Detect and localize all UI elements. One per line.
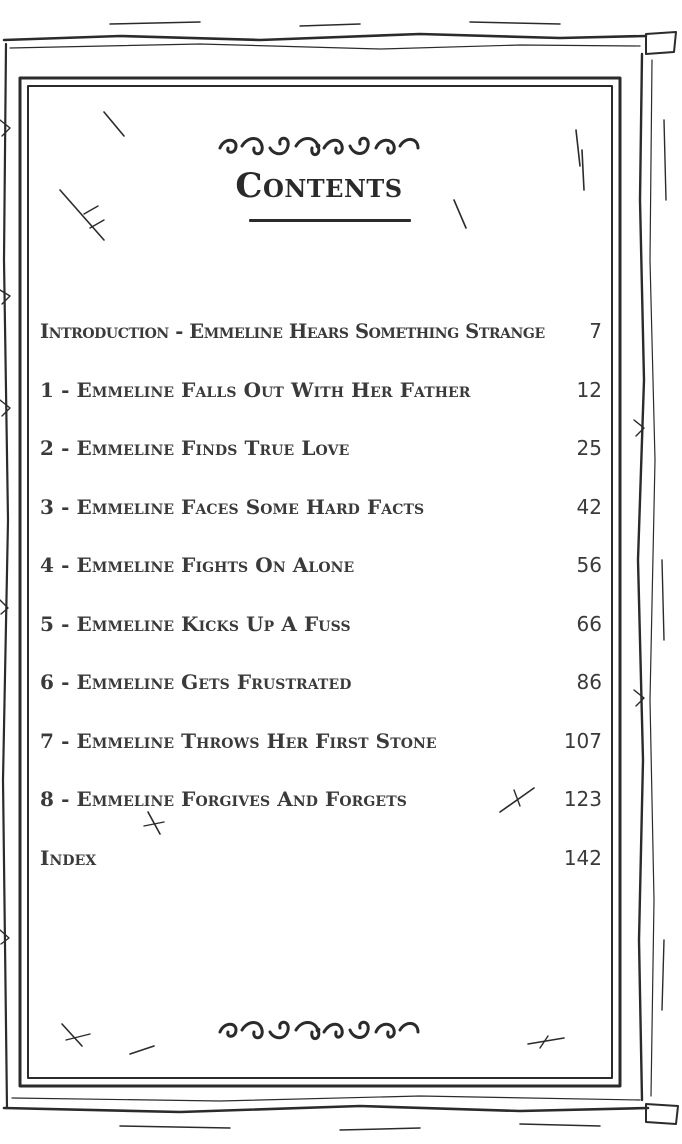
toc-entry-chapter-7[interactable] — [28, 712, 610, 771]
toc-entry-index[interactable] — [28, 829, 610, 888]
toc-entry-page: 25 — [576, 436, 602, 461]
toc-entry-chapter-2[interactable] — [28, 419, 610, 478]
toc-entry-chapter-5[interactable] — [28, 595, 610, 654]
toc-entry-page: 86 — [576, 670, 602, 695]
table-of-contents — [28, 302, 610, 887]
scroll-flourish-icon — [214, 1016, 424, 1046]
toc-entry-page: 56 — [576, 553, 602, 578]
contents-page — [28, 86, 610, 1076]
toc-entry-page: 142 — [563, 845, 602, 870]
toc-entry-page: 66 — [576, 611, 602, 636]
toc-entry-title: 4 - Emmeline Fights On Alone — [40, 553, 355, 578]
toc-entry-page: 123 — [563, 787, 602, 812]
bottom-ornament — [28, 1016, 610, 1050]
toc-entry-title: 5 - Emmeline Kicks Up A Fuss — [40, 611, 351, 636]
toc-entry-page: 107 — [563, 728, 602, 753]
scroll-flourish-icon — [214, 132, 424, 162]
toc-entry-chapter-6[interactable] — [28, 653, 610, 712]
toc-entry-page: 12 — [576, 377, 602, 402]
toc-entry-title: 6 - Emmeline Gets Frustrated — [40, 670, 352, 695]
top-ornament — [28, 132, 610, 166]
toc-entry-title: Index — [40, 845, 97, 870]
toc-entry-title: 2 - Emmeline Finds True Love — [40, 436, 350, 461]
toc-entry-title: 8 - Emmeline Forgives And Forgets — [40, 787, 407, 812]
toc-entry-chapter-4[interactable] — [28, 536, 610, 595]
toc-entry-chapter-8[interactable] — [28, 770, 610, 829]
toc-entry-title: 3 - Emmeline Faces Some Hard Facts — [40, 494, 425, 519]
toc-entry-chapter-1[interactable] — [28, 361, 610, 420]
toc-entry-chapter-3[interactable] — [28, 478, 610, 537]
toc-entry-page: 7 — [589, 319, 602, 344]
toc-entry-title: Introduction - Emmeline Hears Something Strange — [40, 319, 545, 343]
toc-entry-title: 7 - Emmeline Throws Her First Stone — [40, 728, 437, 753]
toc-entry-page: 42 — [576, 494, 602, 519]
toc-entry-introduction[interactable] — [28, 302, 610, 361]
toc-entry-title: 1 - Emmeline Falls Out With Her Father — [40, 377, 471, 402]
title-underline — [249, 219, 411, 222]
page-title: Contents — [235, 166, 403, 206]
